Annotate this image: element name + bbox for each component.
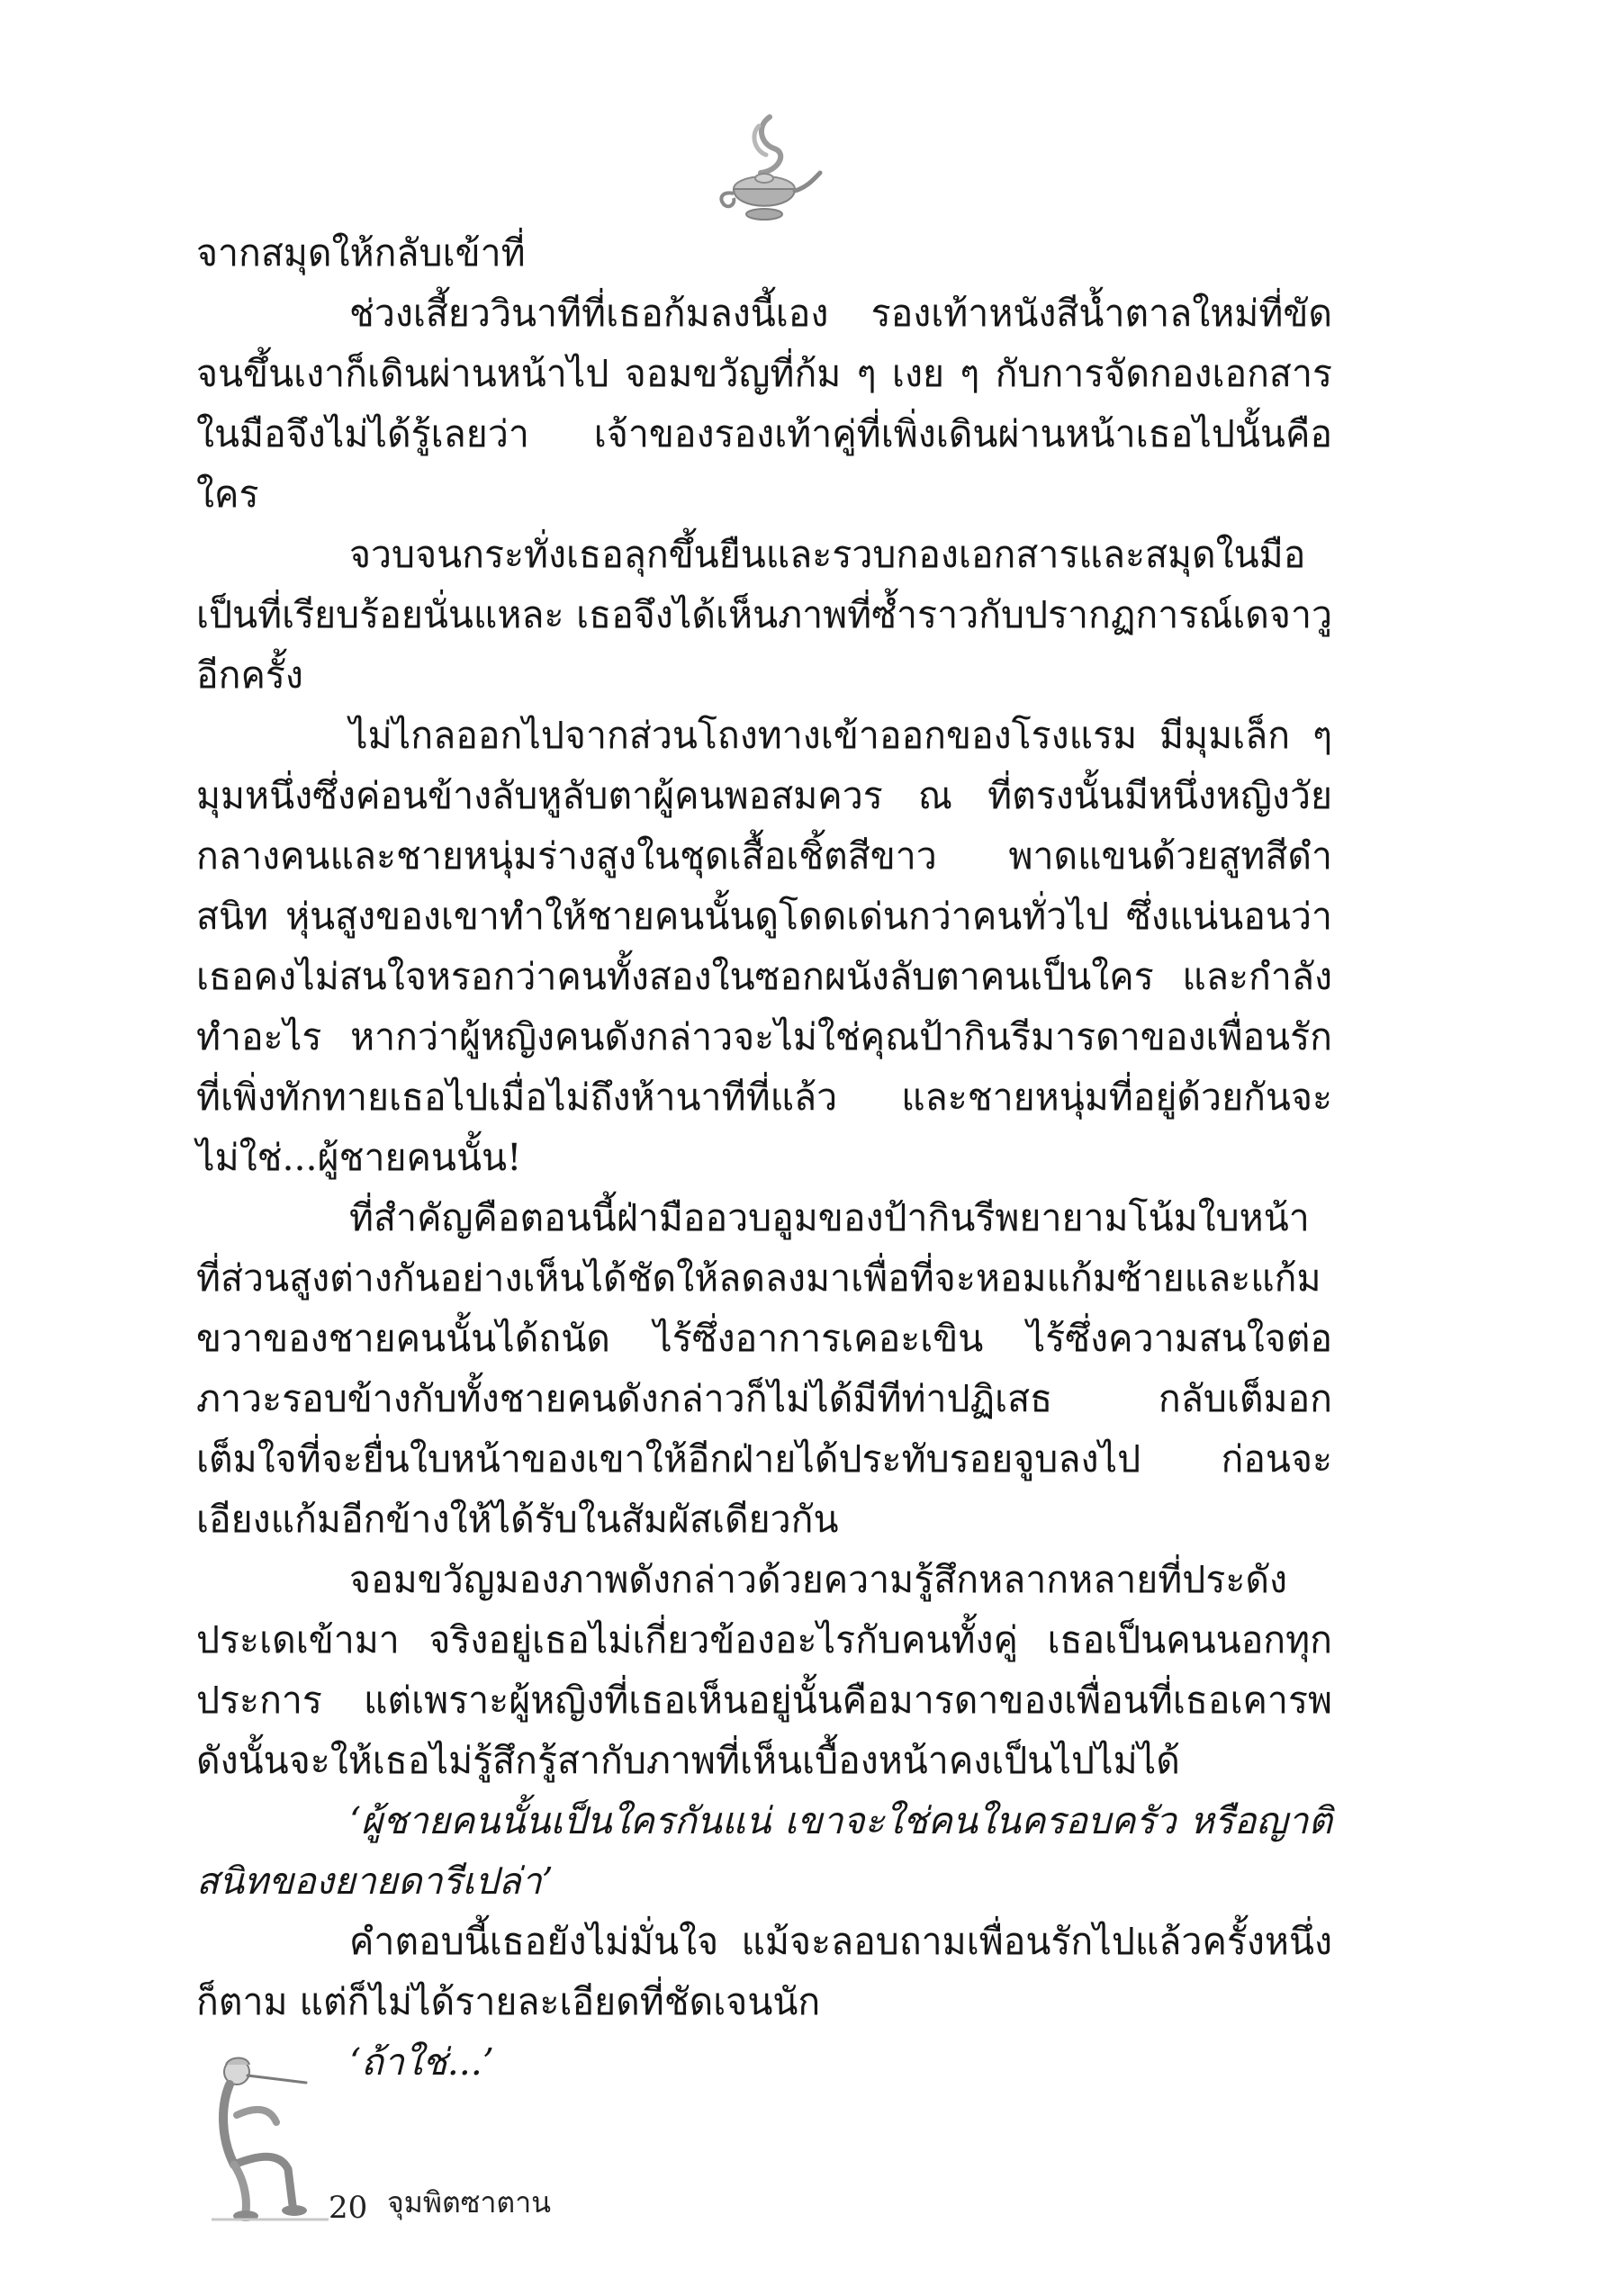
- sitting-figure-icon: [194, 2052, 347, 2223]
- paragraph: จอมขวัญมองภาพดังกล่าวด้วยความรู้สึกหลากหลายที่ประดังประเดเข้ามา จริงอยู่เธอไม่เกี่ยวข้องอะไรกับคนทั้งคู่ เธอเป็นคนนอกทุกประการ แต่เพราะผู้หญิงที่เธอเห็นอยู่นั้นคือมารดาของเพื่อนที่เธอเคารพ ดังนั้นจะให้เธอไม่รู้สึกรู้สากับภาพที่เห็นเบื้องหน้าคงเป็นไปไม่ได้: [196, 1558, 1332, 1782]
- thought-paragraph: ‘ถ้าใช่...’: [349, 2040, 494, 2084]
- genie-lamp-icon: [707, 108, 824, 234]
- paragraph: ที่สำคัญคือตอนนี้ฝ่ามืออวบอูมของป้ากินรีพยายามโน้มใบหน้าที่ส่วนสูงต่างกันอย่างเห็นได้ชัดให้ลดลงมาเพื่อที่จะหอมแก้มซ้ายและแก้มขวาของชายคนนั้นได้ถนัด ไร้ซึ่งอาการเคอะเขิน ไร้ซึ่งความสนใจต่อภาวะรอบข้างกับทั้งชายคนดังกล่าวก็ไม่ได้มีทีท่าปฏิเสธ กลับเต็มอกเต็มใจที่จะยื่นใบหน้าของเขาให้อีกฝ่ายได้ประทับรอยจูบลงไป ก่อนจะเอียงแก้มอีกข้างให้ได้รับในสัมผัสเดียวกัน: [196, 1196, 1332, 1541]
- body-text: [196, 223, 1332, 2093]
- paragraph: จวบจนกระทั่งเธอลุกขึ้นยืนและรวบกองเอกสารและสมุดในมือเป็นที่เรียบร้อยนั่นแหละ เธอจึงได้เห็นภาพที่ซ้ำราวกับปรากฏการณ์เดจาวูอีกครั้ง: [196, 533, 1332, 697]
- book-title: จุมพิตซาตาน: [387, 2185, 552, 2219]
- paragraph: จากสมุดให้กลับเข้าที่: [196, 231, 526, 275]
- paragraph: ช่วงเสี้ยววินาทีที่เธอก้มลงนี้เอง รองเท้าหนังสีน้ำตาลใหม่ที่ขัดจนขึ้นเงาก็เดินผ่านหน้าไป จอมขวัญที่ก้ม ๆ เงย ๆ กับการจัดกองเอกสารในมือจึงไม่ได้รู้เลยว่า เจ้าของรองเท้าคู่ที่เพิ่งเดินผ่านหน้าเธอไปนั้นคือใคร: [196, 292, 1332, 516]
- paragraph: ไม่ไกลออกไปจากส่วนโถงทางเข้าออกของโรงแรม มีมุมเล็ก ๆ มุมหนึ่งซึ่งค่อนข้างลับหูลับตาผู้คนพอสมควร ณ ที่ตรงนั้นมีหนึ่งหญิงวัยกลางคนและชายหนุ่มร่างสูงในชุดเสื้อเชิ้ตสีขาว พาดแขนด้วยสูทสีดำสนิท หุ่นสูงของเขาทำให้ชายคนนั้นดูโดดเด่นกว่าคนทั่วไป ซึ่งแน่นอนว่าเธอคงไม่สนใจหรอกว่าคนทั้งสองในซอกผนังลับตาคนเป็นใคร และกำลังทำอะไร หากว่าผู้หญิงคนดังกล่าวจะไม่ใช่คุณป้ากินรีมารดาของเพื่อนรักที่เพิ่งทักทายเธอไปเมื่อไม่ถึงห้านาทีที่แล้ว และชายหนุ่มที่อยู่ด้วยกันจะไม่ใช่...ผู้ชายคนนั้น!: [196, 714, 1332, 1179]
- paragraph: คำตอบนี้เธอยังไม่มั่นใจ แม้จะลอบถามเพื่อนรักไปแล้วครั้งหนึ่งก็ตาม แต่ก็ไม่ได้รายละเอียดที่ชัดเจนนัก: [196, 1920, 1332, 2023]
- page-number: 20: [329, 2190, 368, 2226]
- thought-paragraph: ‘ผู้ชายคนนั้นเป็นใครกันแน่ เขาจะใช่คนในครอบครัว หรือญาติสนิทของยายดารีเปล่า’: [196, 1799, 1332, 1903]
